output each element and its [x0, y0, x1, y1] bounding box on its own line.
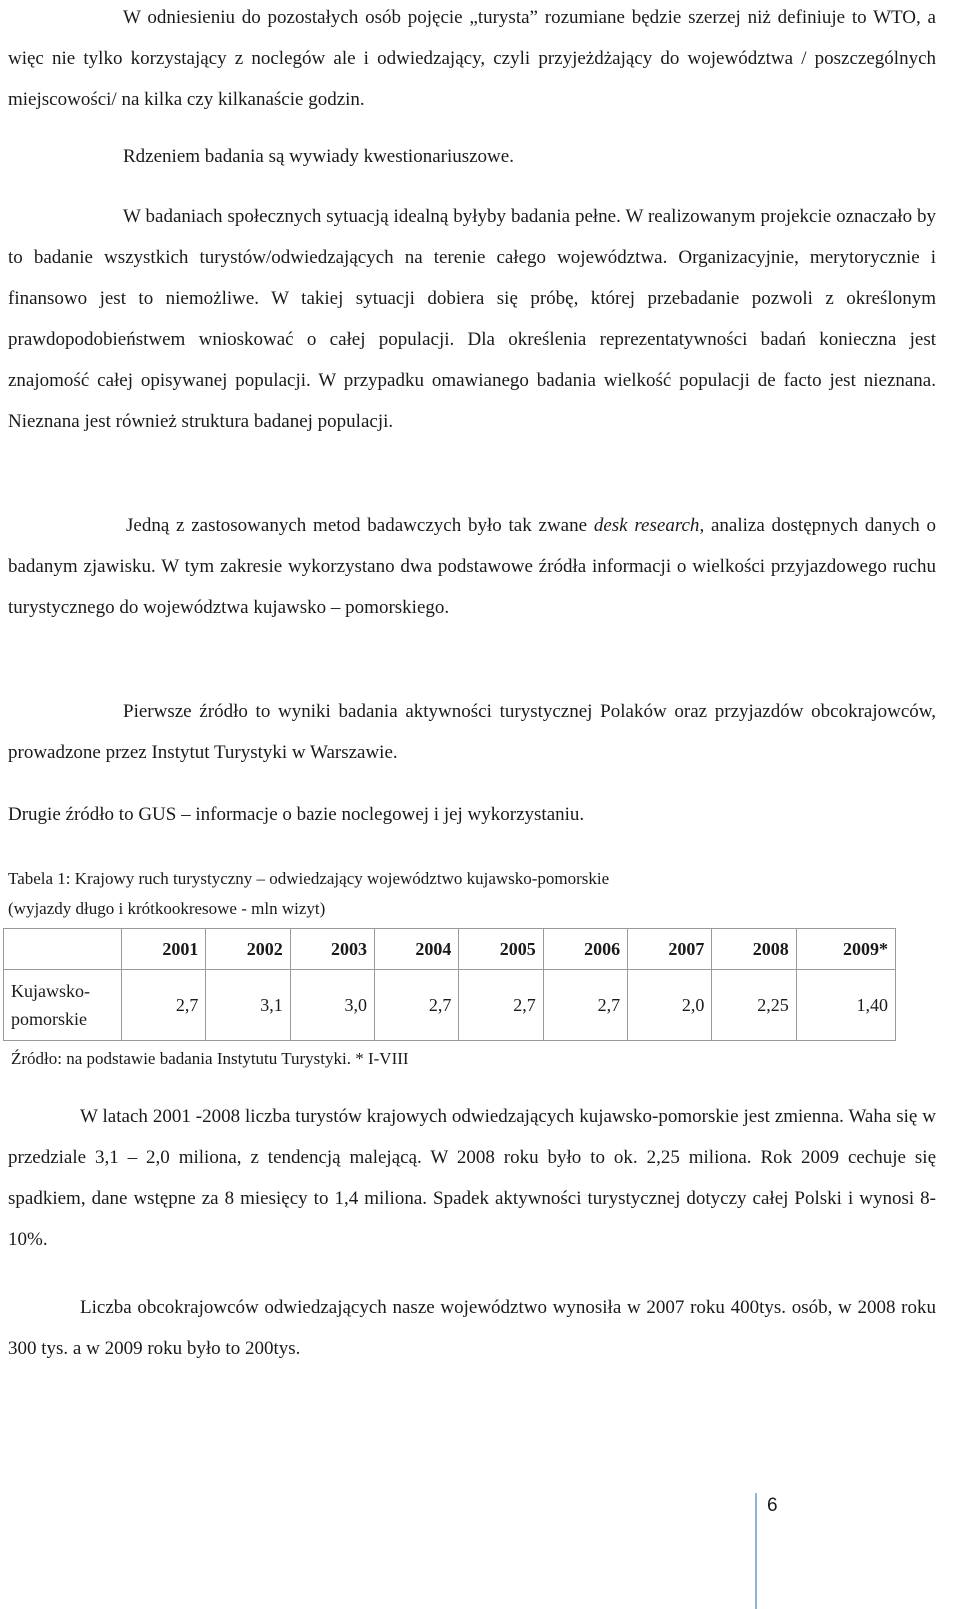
table-header-cell: 2003: [290, 929, 374, 970]
paragraph-first-source: Pierwsze źródło to wyniki badania aktywności turystycznej Polaków oraz przyjazdów obcokrajowców, prowadzone przez Instytut Turystyki w Warszawie.: [8, 701, 936, 763]
table-caption-line2: (wyjazdy długo i krótkookresowe - mln wizyt): [8, 899, 326, 918]
table-header-cell: 2007: [628, 929, 712, 970]
table-header-cell: 2006: [543, 929, 627, 970]
paragraph-desk-research: [8, 505, 936, 628]
table-source-note: Źródło: na podstawie badania Instytutu Turystyki. * I-VIII: [11, 1049, 409, 1068]
desk-research-intro: Jedną z zastosowanych metod badawczych było tak zwane: [126, 515, 594, 536]
visitors-table: [3, 928, 896, 1041]
table-header-cell: 2008: [712, 929, 796, 970]
table-cell: 2,0: [628, 970, 712, 1041]
table-cell: 1,40: [796, 970, 895, 1041]
table-header-cell: 2004: [375, 929, 459, 970]
table-cell: 2,7: [375, 970, 459, 1041]
page-number: 6: [767, 1495, 778, 1516]
desk-research-rest: , analiza dostępnych danych o badanym zjawisku. W tym zakresie wykorzystano dwa podstawowe źródła informacji o wielkości przyjazdowego ruchu turystycznego do województwa kujawsko – pomorskiego.: [8, 515, 936, 618]
paragraph-domestic-trend: W latach 2001 -2008 liczba turystów krajowych odwiedzających kujawsko-pomorskie jest zmienna. Waha się w przedziale 3,1 – 2,0 miliona, z tendencją malejącą. W 2008 roku było to ok. 2,25 miliona. Rok 2009 cechuje się spadkiem, dane wstępne za 8 miesięcy to 1,4 miliona. Spadek aktywności turystycznej dotyczy całej Polski i wynosi 8-10%.: [8, 1106, 936, 1250]
table-header-cell: 2005: [459, 929, 543, 970]
paragraph-foreign-visitors: Liczba obcokrajowców odwiedzających nasze województwo wynosiła w 2007 roku 400tys. osób, w 2008 roku 300 tys. a w 2009 roku było to 200tys.: [8, 1297, 936, 1359]
table-header-cell: 2002: [206, 929, 290, 970]
paragraph-sample-selection: W badaniach społecznych sytuacją idealną byłyby badania pełne. W realizowanym projekcie oznaczało by to badanie wszystkich turystów/odwiedzających na terenie całego województwa. Organizacyjnie, merytorycznie i finansowo jest to niemożliwe. W takiej sytuacji dobiera się próbę, której przebadanie pozwoli z określonym prawdopodobieństwem wnioskować o całej populacji. Dla określenia reprezentatywności badań konieczna jest znajomość całej opisywanej populacji. W przypadku omawianego badania wielkość populacji de facto jest nieznana. Nieznana jest również struktura badanej populacji.: [8, 206, 936, 432]
table-caption-line1: Tabela 1: Krajowy ruch turystyczny – odwiedzający województwo kujawsko-pomorskie: [8, 869, 610, 888]
table-header-cell: 2009*: [796, 929, 895, 970]
table-corner-cell: [4, 929, 122, 970]
table-row-label: Kujawsko-pomorskie: [4, 970, 122, 1041]
paragraph-second-source: Drugie źródło to GUS – informacje o bazie noclegowej i jej wykorzystaniu.: [8, 804, 585, 825]
desk-research-term: desk research: [593, 515, 700, 536]
table-cell: 2,25: [712, 970, 796, 1041]
table-cell: 2,7: [543, 970, 627, 1041]
table-header-cell: 2001: [122, 929, 206, 970]
page-number-box: [755, 1493, 797, 1609]
paragraph-tourist-definition: W odniesieniu do pozostałych osób pojęcie „turysta” rozumiane będzie szerzej niż definiuje to WTO, a więc nie tylko korzystający z noclegów ale i odwiedzający, czyli przyjeżdżający do województwa / poszczególnych miejscowości/ na kilka czy kilkanaście godzin.: [8, 7, 936, 110]
table-header-row: [4, 929, 896, 970]
paragraph-survey-core: Rdzeniem badania są wywiady kwestionariuszowe.: [123, 146, 514, 167]
table-cell: 2,7: [459, 970, 543, 1041]
table-row: [4, 970, 896, 1041]
table-cell: 3,0: [290, 970, 374, 1041]
table-cell: 2,7: [122, 970, 206, 1041]
table-cell: 3,1: [206, 970, 290, 1041]
